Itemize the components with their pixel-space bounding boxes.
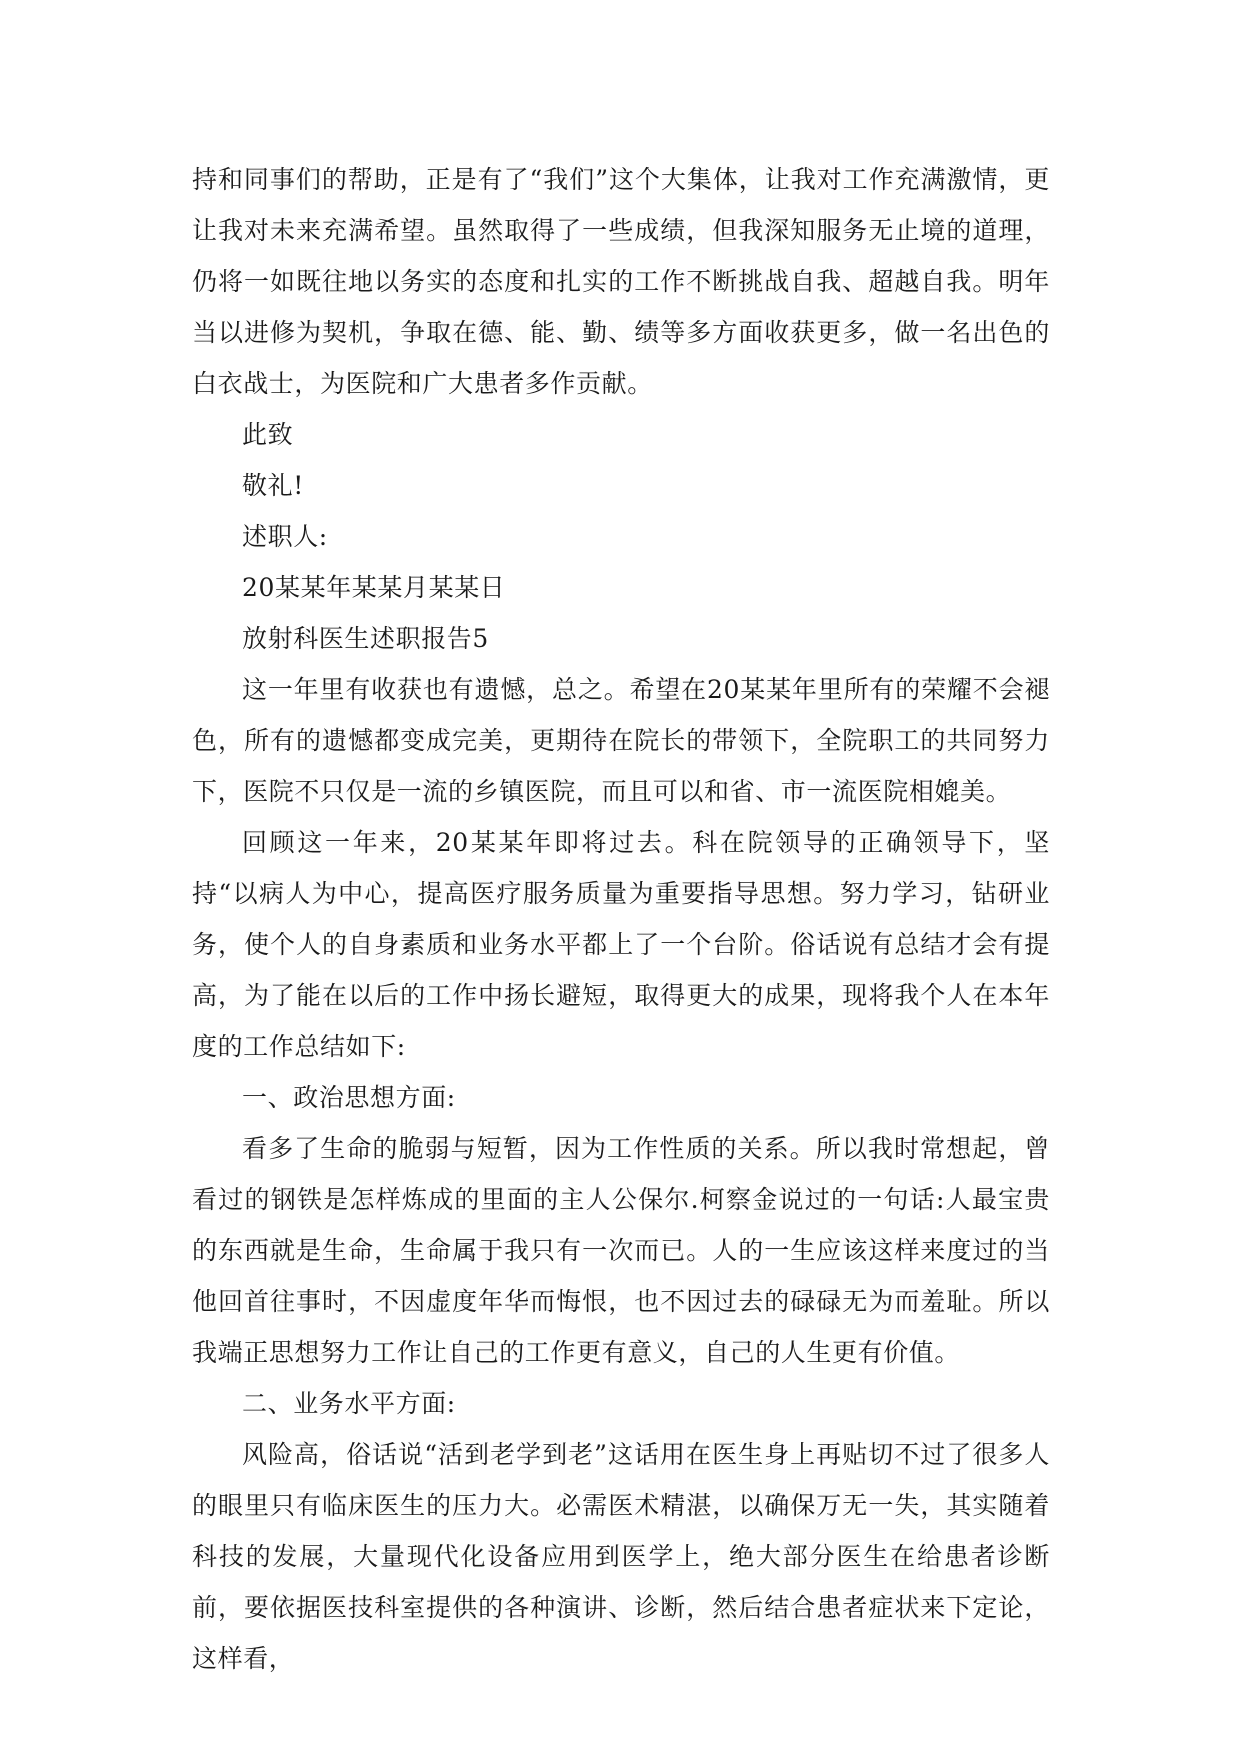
closing-respect: 敬礼! — [242, 471, 304, 500]
signature-date: 20某某年某某月某某日 — [242, 573, 506, 602]
heading-business: 二、业务水平方面: — [242, 1389, 456, 1418]
closing-salutation: 此致 — [242, 420, 294, 449]
section-title: 放射科医生述职报告5 — [242, 624, 489, 653]
paragraph-review: 回顾这一年来，20某某年即将过去。科在院领导的正确领导下，坚持“以病人为中心，提高医疗服务质量为重要指导思想。努力学习，钻研业务，使个人的自身素质和业务水平都上了一个台阶。俗话说有总结才会有提高，为了能在以后的工作中扬长避短，取得更大的成果，现将我个人在本年度的工作总结如下: — [192, 828, 1050, 1061]
document-body — [192, 154, 1050, 1684]
paragraph-intro: 这一年里有收获也有遗憾，总之。希望在20某某年里所有的荣耀不会褪色，所有的遗憾都变成完美，更期待在院长的带领下，全院职工的共同努力下，医院不只仅是一流的乡镇医院，而且可以和省、市一流医院相媲美。 — [192, 675, 1050, 806]
paragraph-business: 风险高，俗话说“活到老学到老”这话用在医生身上再贴切不过了很多人的眼里只有临床医生的压力大。必需医术精湛，以确保万无一失，其实随着科技的发展，大量现代化设备应用到医学上，绝大部分医生在给患者诊断前，要依据医技科室提供的各种演讲、诊断，然后结合患者症状来下定论，这样看， — [192, 1440, 1050, 1673]
signature-label: 述职人: — [242, 522, 328, 551]
paragraph-continuation: 持和同事们的帮助，正是有了“我们”这个大集体，让我对工作充满激情，更让我对未来充满希望。虽然取得了一些成绩，但我深知服务无止境的道理，仍将一如既往地以务实的态度和扎实的工作不断挑战自我、超越自我。明年当以进修为契机，争取在德、能、勤、绩等多方面收获更多，做一名出色的白衣战士，为医院和广大患者多作贡献。 — [192, 165, 1050, 398]
paragraph-political: 看多了生命的脆弱与短暂，因为工作性质的关系。所以我时常想起，曾看过的钢铁是怎样炼成的里面的主人公保尔.柯察金说过的一句话:人最宝贵的东西就是生命，生命属于我只有一次而已。人的一生应该这样来度过的当他回首往事时，不因虚度年华而悔恨，也不因过去的碌碌无为而羞耻。所以我端正思想努力工作让自己的工作更有意义，自己的人生更有价值。 — [192, 1134, 1050, 1367]
heading-political: 一、政治思想方面: — [242, 1083, 456, 1112]
